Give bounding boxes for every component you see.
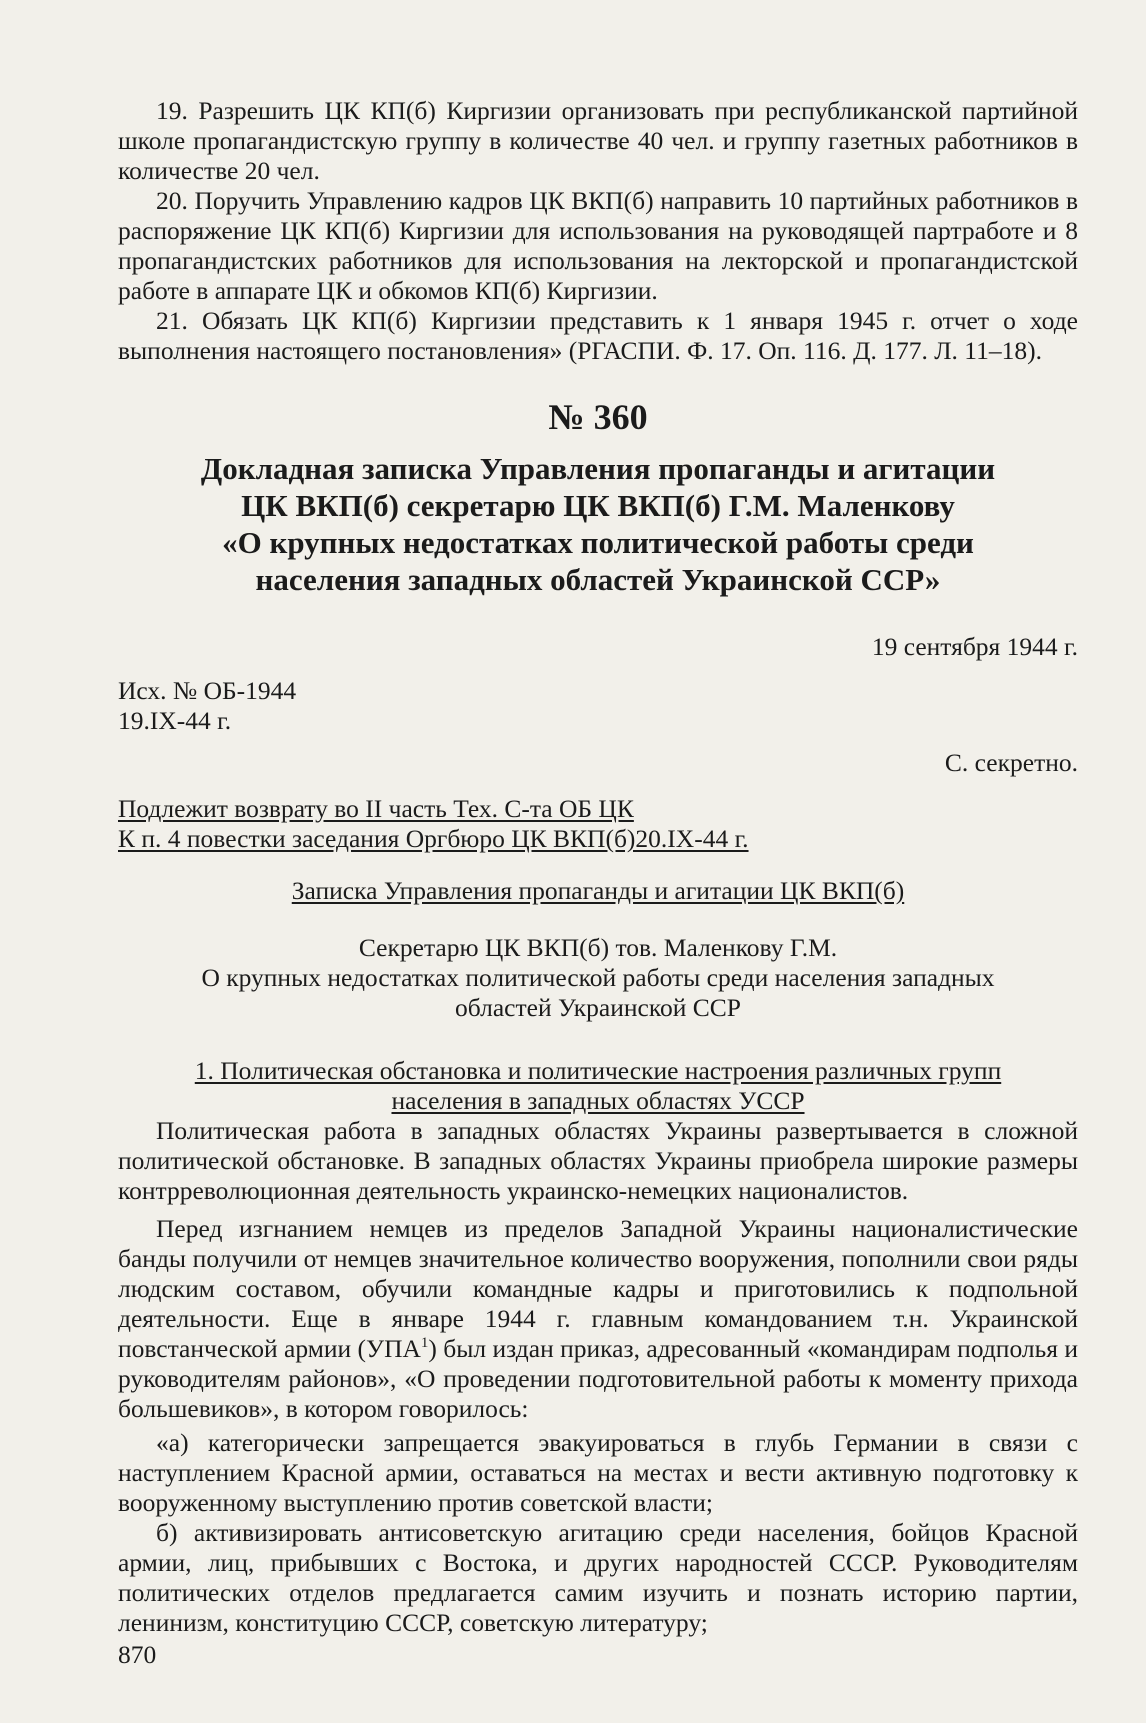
outgoing-reference: [118, 676, 1078, 736]
subject-line: О крупных недостатках политической работы среди населения западных: [201, 963, 995, 992]
title-line: населения западных областей Украинской ССР»: [255, 562, 941, 597]
paragraph-upa-order: [118, 1214, 1078, 1424]
secrecy-stamp: С. секретно.: [944, 748, 1078, 777]
order-item-a: «а) категорически запрещается эвакуироваться в глубь Германии в связи с наступлением Красной армии, оставаться на местах и вести активную подготовку к вооруженному выступлению против советской власти;: [118, 1428, 1078, 1517]
document-date: [118, 632, 1078, 662]
paragraph-21: 21. Обязать ЦК КП(б) Киргизии представить к 1 января 1945 г. отчет о ходе выполнения настоящего постановления» (РГАСПИ. Ф. 17. Оп. 116. Д. 177. Л. 11–18).: [118, 306, 1078, 365]
body-text: [118, 1116, 1078, 1638]
document-number: № 360: [548, 397, 648, 437]
document-title: [118, 450, 1078, 598]
paragraph-text: ) был издан приказ, адресованный «командирам подполья и руководителям районов», «О проведении подготовительной работы к моменту прихода большевиков», в котором говорилось:: [118, 1334, 1078, 1423]
routing-notes: [118, 794, 1078, 854]
order-item-b: б) активизировать антисоветскую агитацию среди населения, бойцов Красной армии, лиц, прибывших с Востока, и других народностей СССР. Руководителям политических отделов предлагается самим изучить и познать историю партии, ленинизм, конституцию СССР, советскую литературу;: [118, 1518, 1078, 1637]
previous-document-tail: [118, 96, 1078, 366]
title-line: ЦК ВКП(б) секретарю ЦК ВКП(б) Г.М. Маленкову: [241, 488, 955, 523]
section-heading: [118, 1056, 1078, 1116]
document-header: [118, 396, 1078, 598]
outgoing-date: 19.IX-44 г.: [118, 706, 232, 735]
paragraph-text: Перед изгнанием немцев из пределов Западной Украины националистические банды получили от немцев значительное количество вооружения, пополнили свои ряды людским составом, обучили командные кадры и приготовились к подпольной деятельности. Еще в январе 1944 г. главным командованием т.н. Украинской повстанческой армии (УПА: [118, 1214, 1078, 1363]
outgoing-number: Исх. № ОБ-1944: [118, 676, 297, 705]
section-heading-line: населения в западных областях УССР: [391, 1086, 805, 1115]
title-line: «О крупных недостатках политической работы среди: [222, 525, 974, 560]
date: 19 сентября 1944 г.: [871, 632, 1078, 661]
agenda-note: К п. 4 повестки заседания Оргбюро ЦК ВКП(б)20.IX-44 г.: [118, 824, 749, 853]
return-note: Подлежит возврату во II часть Тех. С-та ОБ ЦК: [118, 794, 634, 823]
section-heading-line: 1. Политическая обстановка и политические настроения различных групп: [194, 1056, 1002, 1085]
subject-line: областей Украинской ССР: [455, 993, 741, 1022]
footnote-marker: 1: [420, 1335, 429, 1351]
paragraph-19: 19. Разрешить ЦК КП(б) Киргизии организовать при республиканской партийной школе пропагандистскую группу в количестве 40 чел. и группу газетных работников в количестве 20 чел.: [118, 96, 1078, 185]
classification-block: [118, 748, 1078, 778]
addressee: Секретарю ЦК ВКП(б) тов. Маленкову Г.М.: [358, 933, 838, 962]
paragraph-political-situation: Политическая работа в западных областях Украины развертывается в сложной политической обстановке. В западных областях Украины приобрела широкие размеры контрреволюционная деятельность украинско-немецких националистов.: [118, 1116, 1078, 1205]
page-number: 870: [118, 1640, 157, 1669]
addressee-block: [118, 933, 1078, 1023]
paragraph-20: 20. Поручить Управлению кадров ЦК ВКП(б) направить 10 партийных работников в распоряжение ЦК КП(б) Киргизии для использования на руководящей партработе и 8 пропагандистских работников для использования на лекторской и пропагандистской работе в аппарате ЦК и обкомов КП(б) Киргизии.: [118, 186, 1078, 305]
title-line: Докладная записка Управления пропаганды и агитации: [200, 451, 996, 486]
note-heading-block: [118, 876, 1078, 906]
note-heading: Записка Управления пропаганды и агитации ЦК ВКП(б): [291, 876, 905, 905]
